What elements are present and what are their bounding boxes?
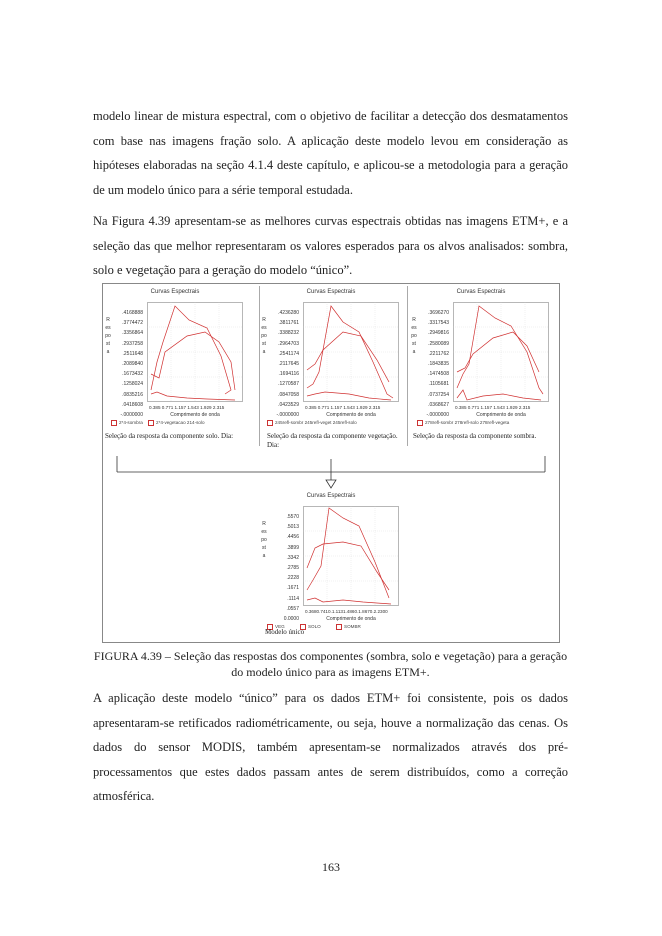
x-axis-label: Comprimento de onda bbox=[326, 616, 376, 622]
chart-title: Curvas Espectrais bbox=[456, 289, 506, 295]
y-axis-label: Resposta bbox=[261, 317, 267, 355]
figure-caption: FIGURA 4.39 – Seleção das respostas dos componentes (sombra, solo e vegetação) para a geração do modelo único para as imagens ETM+. bbox=[93, 649, 568, 679]
plot-area bbox=[303, 506, 399, 606]
x-ticks: 0.3680.7410.1.1131.4860.1.8670.2.2300 bbox=[305, 609, 388, 614]
y-axis-label: Resposta bbox=[411, 317, 417, 355]
caption-sombra: Seleção da resposta da componente sombra. bbox=[413, 432, 537, 440]
y-ticks: .5570 .5013 .4456 .3899 .3342 .2785 .2228 .1671 .1114 .0557 0.0000 bbox=[283, 514, 299, 623]
paragraph-2: Na Figura 4.39 apresentam-se as melhores curvas espectrais obtidas nas imagens ETM+, e a seleção das que melhor representaram os valores esperados para os alvos analisados: sombra, solo e vegetação para a geração do modelo “único”. bbox=[93, 214, 568, 277]
y-axis-label: Resposta bbox=[261, 521, 267, 559]
figure-4-39 bbox=[102, 283, 560, 643]
caption-modelo-unico: Modelo único bbox=[265, 628, 305, 636]
chart-title: Curvas Espectrais bbox=[306, 493, 356, 499]
paragraph-1: modelo linear de mistura espectral, com o objetivo de facilitar a detecção dos desmatamentos com base nas imagens fração solo. A aplicação deste modelo levou em consideração as hipóteses elaboradas na seção 4.1.4 deste capítulo, e aplicou-se a metodologia para a geração de um modelo único para a série temporal estudada. bbox=[93, 109, 568, 197]
y-ticks: .4168888 .3774472 .3356864 .2937258 .2511648 .2089840 .1673432 .1258024 .0835216 .0418608 -.0000000 bbox=[120, 310, 143, 419]
chart-title: Curvas Espectrais bbox=[150, 289, 200, 295]
chart-title: Curvas Espectrais bbox=[306, 289, 356, 295]
x-ticks: 0.385 0.771 1.157 1.543 1.929 2.315 bbox=[149, 405, 225, 410]
x-axis-label: Comprimento de onda bbox=[326, 412, 376, 418]
legend: 2*4-sombra 2*4-vegetacao 214-solo bbox=[111, 420, 245, 426]
legend: 245refl-sombr 245refl-veget 245refl-solo bbox=[267, 420, 401, 426]
legend: 278refl-sombr 278refl-solo 278refl-vegeta bbox=[417, 420, 551, 426]
curve-veg bbox=[307, 508, 389, 598]
y-ticks: .4236280 .3811761 .3388232 .2964703 .2541174 .2117645 .1694116 .1270587 .0847058 .0423529 -.0000000 bbox=[276, 310, 299, 419]
caption-vegetacao: Seleção da resposta da componente vegetação. Dia: bbox=[267, 432, 398, 449]
y-axis-label: Resposta bbox=[105, 317, 111, 355]
caption-solo: Seleção da resposta da componente solo. Dia: bbox=[105, 432, 234, 440]
y-ticks: .3696270 .3317543 .2949816 .2580089 .2211762 .1843835 .1474508 .1105681 .0737254 .0368627 -.0000000 bbox=[426, 310, 449, 419]
page-number: 163 bbox=[322, 860, 340, 874]
legend: VEG SOLO SOMBR bbox=[267, 624, 401, 630]
x-ticks: 0.385 0.771 1.157 1.543 1.929 2.315 bbox=[455, 405, 531, 410]
paragraph-3: A aplicação deste modelo “único” para os dados ETM+ foi consistente, pois os dados apresentaram-se retificados radiométricamente, ou seja, houve a normalização das cenas. Os dados do sensor MODIS, também apresentam-se normalizados através dos pré-processamentos que estes dados passam antes de serem distribuídos, como a correção atmosférica. bbox=[93, 691, 568, 803]
curve-sombr bbox=[307, 598, 391, 604]
x-ticks: 0.385 0.771 1.157 1.543 1.929 2.315 bbox=[305, 405, 381, 410]
chart-panel-modelo-unico bbox=[261, 492, 401, 632]
x-axis-label: Comprimento de onda bbox=[170, 412, 220, 418]
x-axis-label: Comprimento de onda bbox=[476, 412, 526, 418]
